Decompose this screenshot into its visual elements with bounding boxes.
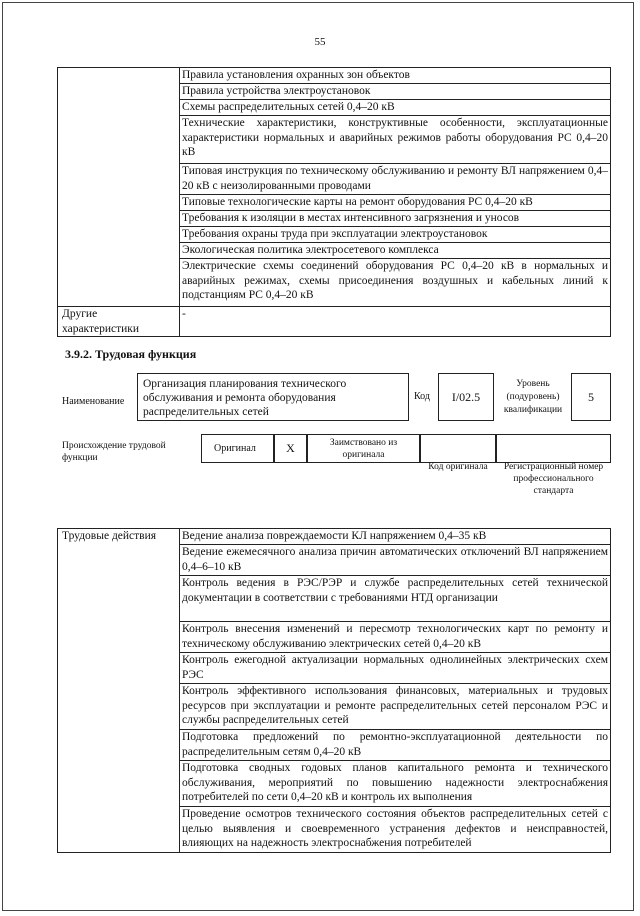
- registration-number-box: [496, 434, 611, 463]
- original-label: Оригинал: [201, 434, 274, 463]
- qualification-level-box: 5: [571, 373, 611, 421]
- knowledge-table: [57, 67, 611, 337]
- table-row: Технические характеристики, конструктивные особенности, эксплуатационные характеристики нормальных и аварийных режимов работы оборудования РС 0,4–20 кВ: [180, 116, 611, 164]
- registration-number-caption: Регистрационный номер профессионального стандарта: [503, 462, 604, 496]
- borrowed-label: Заимствовано из оригинала: [307, 434, 420, 463]
- other-characteristics-label: Другие характеристики: [58, 307, 180, 337]
- table-row: Типовая инструкция по техническому обслуживанию и ремонту ВЛ напряжением 0,4–20 кВ с неизолированными проводами: [180, 164, 611, 195]
- table-row: Подготовка сводных годовых планов капитального ремонта и технического обслуживания, мероприятий по повышению надежности электроснабжения потребителей по сети 0,4–20 кВ и контроль их выполнения: [180, 761, 611, 807]
- qualification-level-label: Уровень (подуровень) квалификации: [503, 379, 563, 415]
- table-row: Правила установления охранных зон объектов: [180, 68, 611, 84]
- table-row: Экологическая политика электросетевого комплекса: [180, 243, 611, 259]
- page-number: 55: [314, 36, 326, 48]
- table-row: Контроль ведения в РЭС/РЭР и службе распределительных сетей технической документации в соответствии с требованиями НТД организации: [180, 576, 611, 622]
- function-code-box: I/02.5: [438, 373, 494, 421]
- table-row: Типовые технологические карты на ремонт оборудования РС 0,4–20 кВ: [180, 195, 611, 211]
- table-row: Контроль внесения изменений и пересмотр технологических карт по ремонту и техническому обслуживанию электрических сетей 0,4–20 кВ: [180, 622, 611, 653]
- table-row: Электрические схемы соединений оборудования РС 0,4–20 кВ в нормальных и аварийных режимах, схемы присоединения воздушных и кабельных линий к подстанциям РС 0,4–20 кВ: [180, 259, 611, 307]
- table-row: Контроль ежегодной актуализации нормальных однолинейных электрических схем РЭС: [180, 653, 611, 684]
- table-row: Правила устройства электроустановок: [180, 84, 611, 100]
- table-row: Подготовка предложений по ремонтно-эксплуатационной деятельности по распределительным сетям 0,4–20 кВ: [180, 730, 611, 761]
- function-name-box: Организация планирования технического обслуживания и ремонта оборудования распределительных сетей: [137, 373, 409, 421]
- table-row: Требования охраны труда при эксплуатации электроустановок: [180, 227, 611, 243]
- code-label: Код: [414, 391, 430, 402]
- table-row: Требования к изоляции в местах интенсивного загрязнения и уносов: [180, 211, 611, 227]
- origin-label: Происхождение трудовой функции: [62, 441, 166, 463]
- table-row: Проведение осмотров технического состояния объектов распределительных сетей с целью выявления и своевременного устранения дефектов и неисправностей, влияющих на надежность электроснабжения потребителей: [180, 807, 611, 853]
- original-code-caption: Код оригинала: [428, 462, 488, 472]
- table-row: Контроль эффективного использования финансовых, материальных и трудовых ресурсов при эксплуатации и ремонте распределительных сетей персоналом РЭС и службы распределительных сетей: [180, 684, 611, 730]
- other-characteristics-value: -: [180, 307, 611, 337]
- empty-label-cell: [58, 68, 180, 307]
- table-row: Ведение ежемесячного анализа причин автоматических отключений ВЛ напряжением 0,4–6–10 кВ: [180, 545, 611, 576]
- labor-actions-label: Трудовые действия: [58, 529, 180, 853]
- original-code-box: [420, 434, 496, 463]
- original-mark: X: [274, 434, 307, 463]
- table-row: Схемы распределительных сетей 0,4–20 кВ: [180, 100, 611, 116]
- section-title: 3.9.2. Трудовая функция: [65, 347, 197, 361]
- table-row: Ведение анализа повреждаемости КЛ напряжением 0,4–35 кВ: [180, 529, 611, 545]
- labor-actions-table: [57, 528, 611, 853]
- name-label: Наименование: [62, 396, 125, 407]
